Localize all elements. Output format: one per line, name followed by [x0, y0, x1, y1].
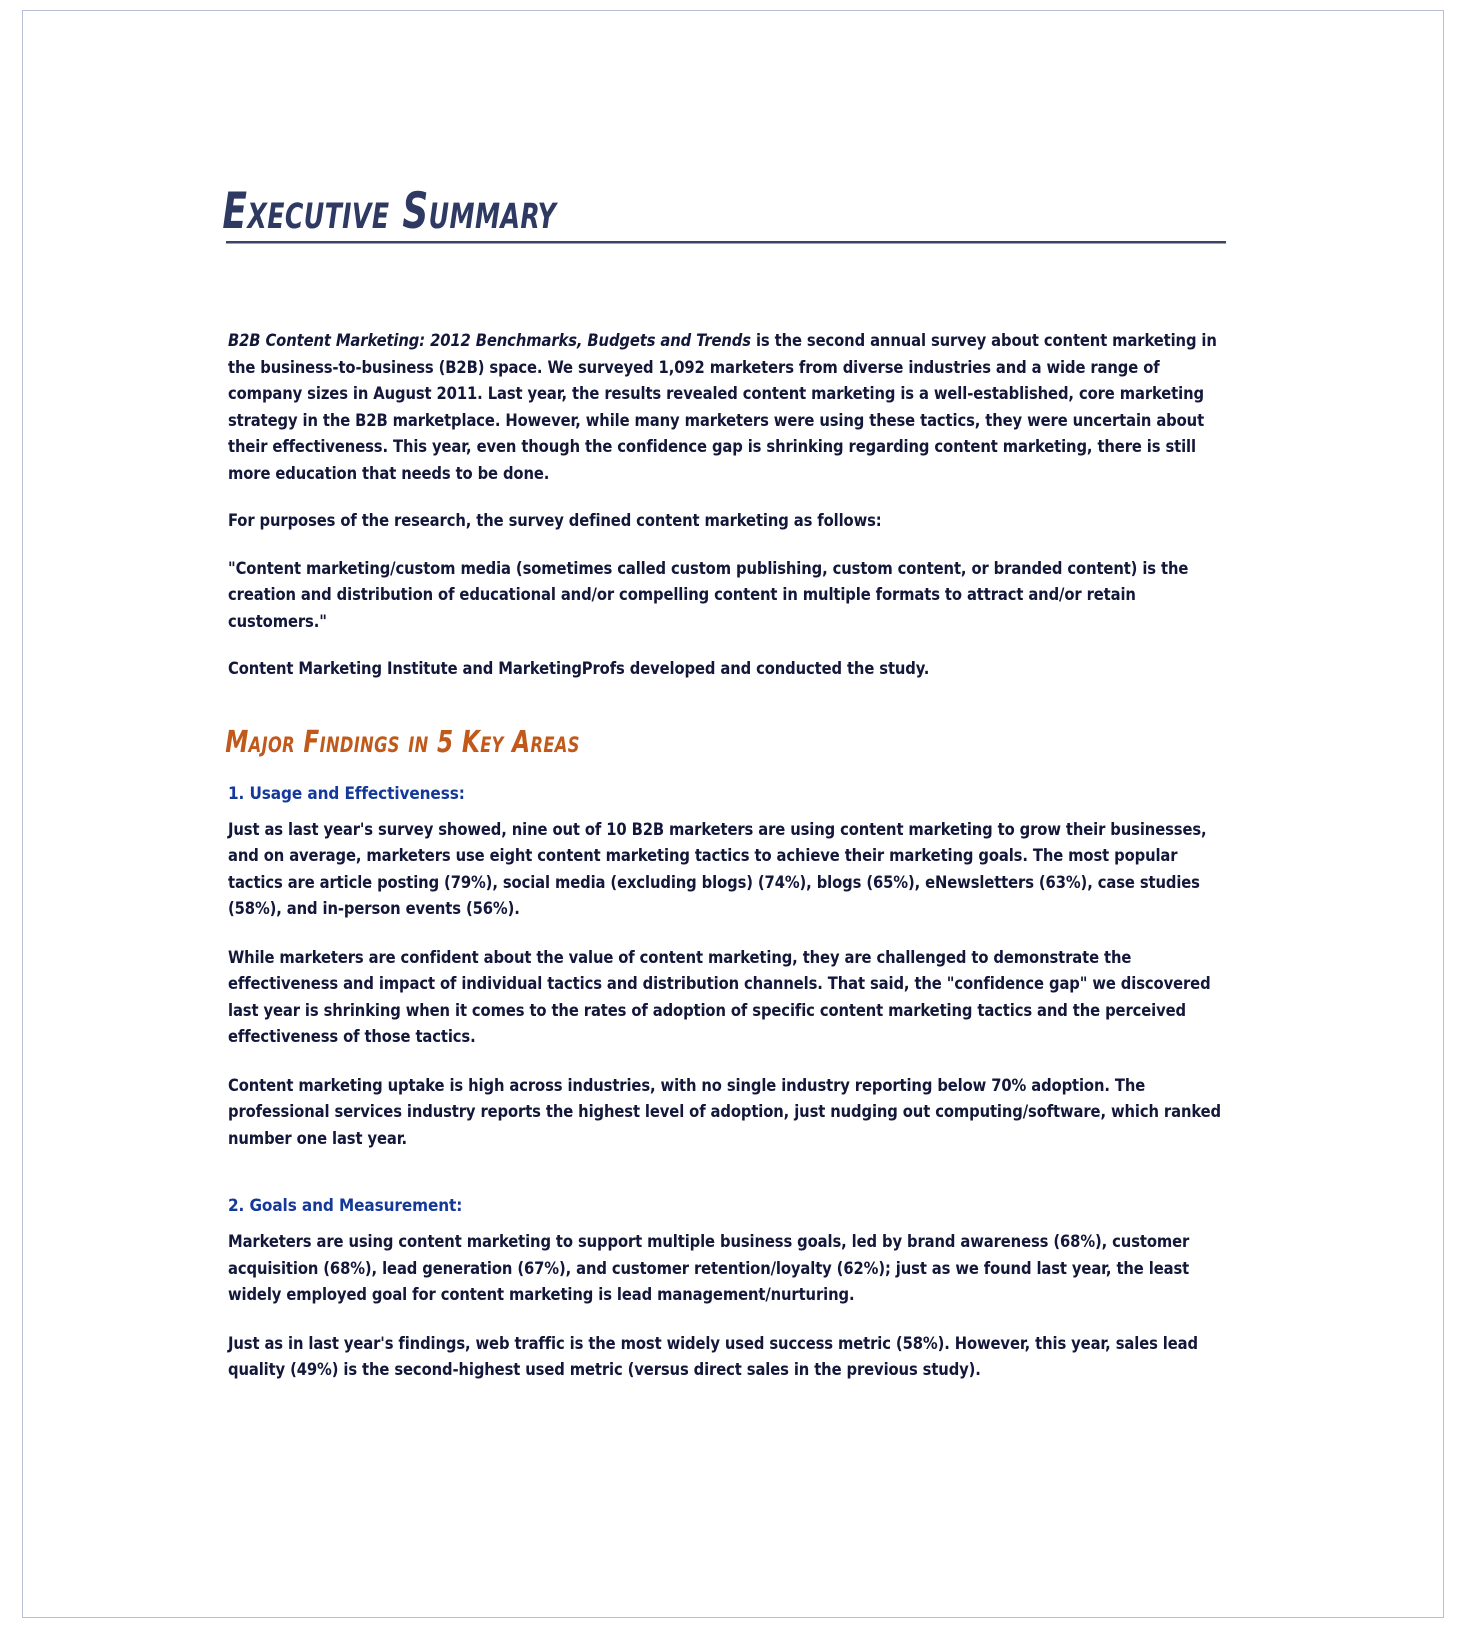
intro-block	[208, 328, 1233, 683]
title-divider	[226, 241, 1226, 244]
intro-paragraph-2: For purposes of the research, the survey defined content marketing as follows:	[228, 511, 882, 530]
major-findings-heading: Major Findings in 5 Key Areas	[225, 724, 580, 760]
intro-paragraph-1-rest: is the second annual survey about content marketing in the business-to-business (B2B) space. We surveyed 1,092 marketers from diverse industries and a wide range of company sizes in August 2011. Last year, the results revealed content marketing is a well-established, core marketing strategy in the B2B marketplace. However, while many marketers were using these tactics, they were uncertain about their effectiveness. This year, even though the confidence gap is shrinking regarding content marketing, there is still more education that needs to be done.	[228, 331, 1217, 483]
document-page	[22, 10, 1444, 1618]
subheading-usage-and-effectiveness: 1. Usage and Effectiveness:	[228, 783, 465, 804]
goals-paragraph-1: Marketers are using content marketing to support multiple business goals, led by brand awareness (68%), customer acquisition (68%), lead generation (67%), and customer retention/loyalty (62%); just as we found last year, the least widely employed goal for content marketing is lead management/nurturing.	[228, 1232, 1190, 1304]
usage-paragraph-2: While marketers are confident about the value of content marketing, they are challenged to demonstrate the effectiveness and impact of individual tactics and distribution channels. That said, the "confidence gap" we discovered last year is shrinking when it comes to the rates of adoption of specific content marketing tactics and the perceived effectiveness of those tactics.	[228, 947, 1211, 1046]
section-usage-body	[208, 817, 1233, 1153]
usage-paragraph-1: Just as last year's survey showed, nine out of 10 B2B marketers are using content marketing to grow their businesses, and on average, marketers use eight content marketing tactics to achieve their marketing goals. The most popular tactics are article posting (79%), social media (excluding blogs) (74%), blogs (65%), eNewsletters (63%), case studies (58%), and in-person events (56%).	[228, 819, 1207, 918]
subheading-goals-and-measurement: 2. Goals and Measurement:	[228, 1196, 463, 1216]
intro-paragraph-1	[228, 328, 1228, 487]
definition-paragraph: "Content marketing/custom media (sometimes called custom publishing, custom content, or branded content) is the creation and distribution of educational and/or compelling content in multiple formats to attract and/or retain customers."	[228, 558, 1189, 631]
credits-paragraph: Content Marketing Institute and MarketingProfs developed and conducted the study.	[228, 659, 930, 678]
usage-paragraph-3: Content marketing uptake is high across industries, with no single industry reporting below 70% adoption. The professional services industry reports the highest level of adoption, just nudging out computing/software, which ranked number one last year.	[228, 1075, 1221, 1148]
section-goals-body	[208, 1229, 1233, 1384]
report-title-italic: B2B Content Marketing: 2012 Benchmarks, Budgets and Trends	[228, 331, 751, 350]
goals-paragraph-2: Just as in last year's findings, web traffic is the most widely used success metric (58%). However, this year, sales lead quality (49%) is the second-highest used metric (versus direct sales in the previous study).	[228, 1333, 1198, 1379]
document-content	[208, 182, 1233, 1406]
page-title: Executive Summary	[222, 182, 557, 240]
